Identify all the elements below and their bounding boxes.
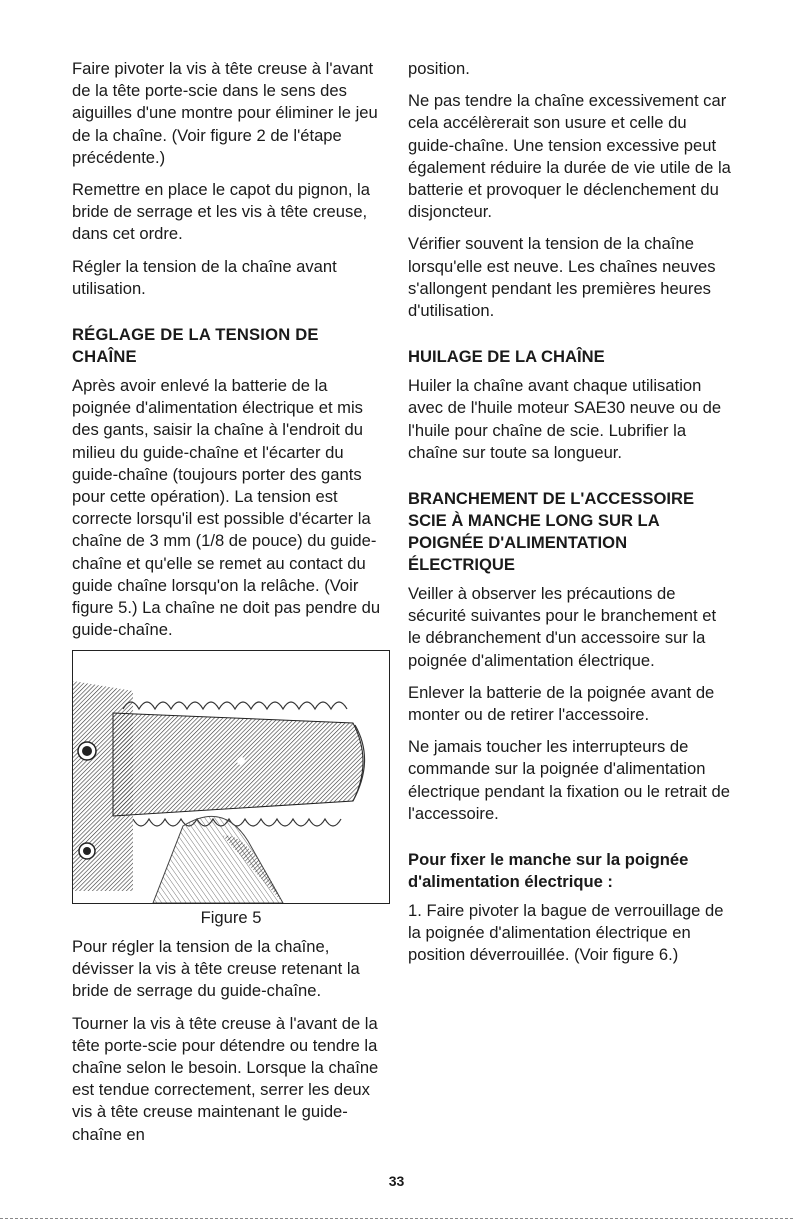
section-heading-chain-tension: RÉGLAGE DE LA TENSION DE CHAÎNE	[72, 325, 319, 367]
paragraph: Huiler la chaîne avant chaque utilisation avec de l'huile moteur SAE30 neuve ou de l'huile pour chaîne de scie. Lubrifier la chaîne sur toute sa longueur.	[408, 376, 722, 462]
figure-5-chainsaw-illustration	[72, 650, 390, 904]
page-bottom-rule	[0, 1218, 793, 1219]
page-number: 33	[388, 1173, 405, 1189]
paragraph: Régler la tension de la chaîne avant utilisation.	[72, 256, 337, 298]
subsection-heading-attach-handle: Pour fixer le manche sur la poignée d'alimentation électrique :	[408, 850, 689, 892]
section-heading-attachment: BRANCHEMENT DE L'ACCESSOIRE SCIE À MANCHE LONG SUR LA POIGNÉE D'ALIMENTATION ÉLECTRIQUE	[408, 489, 695, 575]
chainsaw-bar-drawing	[73, 651, 389, 903]
paragraph: Tourner la vis à tête creuse à l'avant de la tête porte-scie pour détendre ou tendre la chaîne selon le besoin. Lorsque la chaîne est tendue correctement, serrer les deux vis à tête creuse maintenant le guide-chaîne en	[72, 1013, 379, 1144]
paragraph: Veiller à observer les précautions de sécurité suivantes pour le branchement et le débranchement d'un accessoire sur la poignée d'alimentation électrique.	[408, 584, 717, 670]
section-heading-chain-oiling: HUILAGE DE LA CHAÎNE	[408, 347, 605, 367]
right-column	[408, 58, 733, 977]
spacer	[408, 474, 733, 488]
spacer	[408, 835, 733, 849]
figure-caption: Figure 5	[200, 908, 262, 927]
paragraph: Ne jamais toucher les interrupteurs de commande sur la poignée d'alimentation électrique pendant la fixation ou le retrait de l'accessoire.	[408, 737, 730, 823]
paragraph: Pour régler la tension de la chaîne, dévisser la vis à tête creuse retenant la bride de serrage du guide-chaîne.	[72, 937, 360, 1001]
paragraph: position.	[408, 59, 470, 78]
left-column-lower	[72, 936, 390, 1156]
left-column	[72, 58, 390, 651]
paragraph: Ne pas tendre la chaîne excessivement car cela accélèrerait son usure et celle du guide-chaîne. Une tension excessive peut également réduire la durée de vie utile de la batterie et provoquer le déclenchement du disjoncteur.	[408, 91, 731, 222]
paragraph: Faire pivoter la vis à tête creuse à l'avant de la tête porte-scie dans le sens des aiguilles d'une montre pour éliminer le jeu de la chaîne. (Voir figure 2 de l'étape précédente.)	[72, 59, 378, 167]
paragraph: 1. Faire pivoter la bague de verrouillage de la poignée d'alimentation électrique en position déverrouillée. (Voir figure 6.)	[408, 901, 724, 965]
paragraph: Remettre en place le capot du pignon, la bride de serrage et les vis à tête creuse, dans cet ordre.	[72, 180, 370, 244]
paragraph: Après avoir enlevé la batterie de la poignée d'alimentation électrique et mis des gants, saisir la chaîne à l'endroit du milieu du guide-chaîne et l'écarter du guide-chaîne (toujours porter des gants pour cette opération). La tension est correcte lorsqu'il est possible d'écarter la chaîne de 3 mm (1/8 de pouce) du guide-chaîne et qu'elle se remet au contact du guide chaîne lorsqu'on la relâche. (Voir figure 5.) La chaîne ne doit pas pendre du guide-chaîne.	[72, 376, 381, 640]
spacer	[408, 332, 733, 346]
spacer	[72, 310, 390, 324]
paragraph: Enlever la batterie de la poignée avant de monter ou de retirer l'accessoire.	[408, 682, 715, 725]
paragraph: Vérifier souvent la tension de la chaîne lorsqu'elle est neuve. Les chaînes neuves s'allongent pendant les premières heures d'utilisation.	[408, 234, 716, 321]
